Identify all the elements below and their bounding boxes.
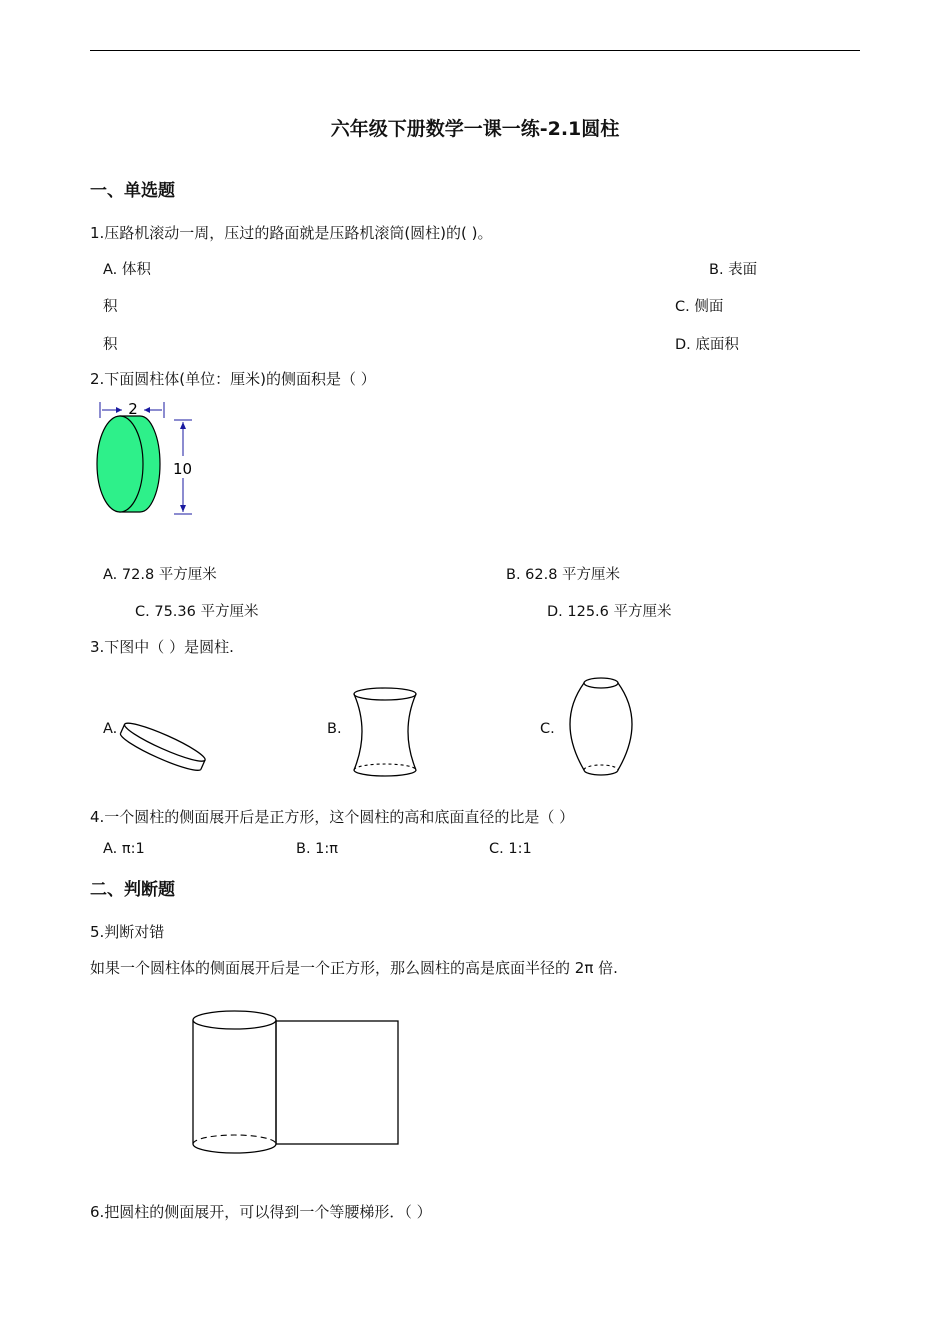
question-2-cylinder-figure bbox=[92, 398, 202, 523]
question-2-option-b[interactable]: B. 62.8 平方厘米 bbox=[506, 567, 621, 583]
section-heading-single-choice: 一、单选题 bbox=[90, 181, 175, 201]
question-3-figure-a-tilted-disc bbox=[118, 718, 210, 776]
question-3-option-c[interactable]: C. bbox=[540, 721, 555, 737]
question-4-text: 4.一个圆柱的侧面展开后是正方形，这个圆柱的高和底面直径的比是（ ） bbox=[90, 808, 575, 826]
header-rule bbox=[90, 50, 860, 51]
question-3-figure-b-hourglass bbox=[350, 686, 420, 778]
question-2-height-label: 10 bbox=[173, 460, 193, 478]
question-4-option-c[interactable]: C. 1:1 bbox=[489, 841, 532, 857]
question-2-option-c[interactable]: C. 75.36 平方厘米 bbox=[135, 604, 259, 620]
question-2-option-a[interactable]: A. 72.8 平方厘米 bbox=[103, 567, 217, 583]
question-1-option-b[interactable]: B. 表面 bbox=[709, 262, 758, 278]
question-3-figure-c-barrel bbox=[562, 674, 640, 778]
question-1-option-b-continued: 积 bbox=[103, 299, 118, 315]
question-4-option-a[interactable]: A. π:1 bbox=[103, 841, 145, 857]
question-2-text: 2.下面圆柱体(单位：厘米)的侧面积是（ ） bbox=[90, 370, 376, 388]
question-4-option-b[interactable]: B. 1:π bbox=[296, 841, 339, 857]
question-1-option-d[interactable]: D. 底面积 bbox=[675, 337, 739, 353]
page-title: 六年级下册数学一课一练-2.1圆柱 bbox=[330, 118, 620, 140]
question-2-option-d[interactable]: D. 125.6 平方厘米 bbox=[547, 604, 672, 620]
question-6-text: 6.把圆柱的侧面展开，可以得到一个等腰梯形．（ ） bbox=[90, 1203, 432, 1221]
question-1-option-a[interactable]: A. 体积 bbox=[103, 262, 151, 278]
question-5-cylinder-unfold-figure bbox=[190, 1008, 402, 1156]
question-1-text: 1.压路机滚动一周，压过的路面就是压路机滚筒(圆柱)的( )。 bbox=[90, 224, 493, 242]
question-3-option-a[interactable]: A. bbox=[103, 721, 118, 737]
question-1-option-c[interactable]: C. 侧面 bbox=[675, 299, 724, 315]
question-1-option-c-continued: 积 bbox=[103, 337, 118, 353]
question-3-option-b[interactable]: B. bbox=[327, 721, 342, 737]
question-5-text: 5.判断对错 bbox=[90, 923, 165, 941]
question-5-statement: 如果一个圆柱体的侧面展开后是一个正方形，那么圆柱的高是底面半径的 2π 倍. bbox=[90, 959, 618, 977]
question-3-text: 3.下图中（ ）是圆柱. bbox=[90, 638, 234, 656]
question-2-width-label: 2 bbox=[128, 400, 138, 418]
section-heading-true-false: 二、判断题 bbox=[90, 880, 175, 900]
